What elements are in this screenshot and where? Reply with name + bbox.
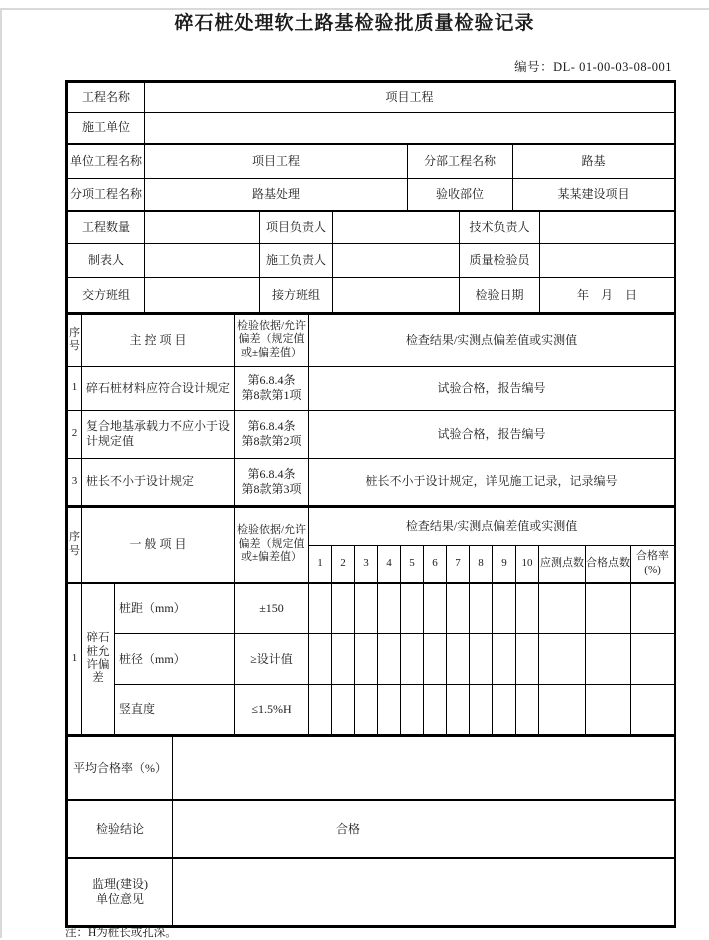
receiving-team-label: 接方班组 <box>260 278 333 313</box>
measure-cell <box>355 583 378 634</box>
supervisor-opinion-value <box>173 858 675 925</box>
measure-cell <box>447 583 470 634</box>
row-seq: 2 <box>68 410 82 458</box>
measure-tolerance: ±150 <box>235 583 309 634</box>
qualified-points-cell <box>586 685 631 735</box>
row-seq: 1 <box>68 366 82 410</box>
conclusion-label: 检验结论 <box>68 800 173 858</box>
measure-cell <box>470 685 493 735</box>
required-points-cell <box>539 583 586 634</box>
required-points-cell <box>539 634 586 685</box>
basis-line1: 第6.8.4条 <box>247 466 296 481</box>
measure-cell <box>516 685 539 735</box>
receiving-team-value <box>333 278 460 313</box>
measure-cell <box>332 685 355 735</box>
tech-manager-value <box>540 211 675 244</box>
point-col-header: 3 <box>355 546 378 583</box>
result-header: 检查结果/实测点偏差值或实测值 <box>309 314 675 366</box>
measure-item: 桩距（mm） <box>115 583 235 634</box>
required-points-header: 应测点数 <box>539 546 586 583</box>
pass-rate-header: 合格率(%) <box>631 546 675 583</box>
measure-cell <box>493 634 516 685</box>
row-item: 碎石桩材料应符合设计规定 <box>82 366 235 410</box>
doc-number: 编号：DL- 01-00-03-08-001 <box>514 60 672 74</box>
point-col-header: 10 <box>516 546 539 583</box>
seq-header: 序号 <box>68 507 82 583</box>
pass-rate-cell <box>631 583 675 634</box>
quality-inspector-value <box>540 244 675 278</box>
handover-team-value <box>145 278 260 313</box>
qualified-points-cell <box>586 583 631 634</box>
main-control-table <box>67 313 675 506</box>
measure-cell <box>424 583 447 634</box>
info-table <box>67 82 675 313</box>
project-name-label: 工程名称 <box>68 83 145 113</box>
acceptance-part-label: 验收部位 <box>408 179 513 211</box>
basis-header: 检验依据/允许偏差（规定值或±偏差值） <box>235 314 309 366</box>
measure-cell <box>447 634 470 685</box>
division-label: 分部工程名称 <box>408 144 513 179</box>
measure-item: 桩径（mm） <box>115 634 235 685</box>
measure-cell <box>378 685 401 735</box>
row-basis <box>235 366 309 410</box>
form-title: 碎石桩处理软土路基检验批质量检验记录 <box>174 12 535 34</box>
point-col-header: 6 <box>424 546 447 583</box>
basis-line2: 第8款第2项 <box>241 434 302 448</box>
point-col-header: 9 <box>493 546 516 583</box>
measure-cell <box>309 634 332 685</box>
basis-line2: 第8款第1项 <box>241 388 302 402</box>
row-item: 复合地基承载力不应小于设计规定值 <box>82 410 235 458</box>
measure-cell <box>470 634 493 685</box>
row-result: 试验合格，报告编号 <box>309 410 675 458</box>
pass-rate-cell <box>631 634 675 685</box>
page-edge <box>0 8 2 938</box>
quantity-value <box>145 211 260 244</box>
supervisor-label-line2: 单位意见 <box>95 891 144 906</box>
row-result: 试验合格，报告编号 <box>309 366 675 410</box>
measure-cell <box>470 583 493 634</box>
tech-manager-label: 技术负责人 <box>460 211 540 244</box>
project-name-value: 项目工程 <box>145 83 675 113</box>
summary-table <box>67 735 675 926</box>
supervisor-label <box>68 858 173 925</box>
preparer-value <box>145 244 260 278</box>
preparer-label: 制表人 <box>68 244 145 278</box>
division-value: 路基 <box>513 144 675 179</box>
avg-pass-rate-label: 平均合格率（%） <box>68 736 173 800</box>
unit-project-value: 项目工程 <box>145 144 408 179</box>
measure-cell <box>516 634 539 685</box>
sub-project-value: 路基处理 <box>145 179 408 211</box>
required-points-cell <box>539 685 586 735</box>
supervisor-label-line1: 监理(建设) <box>92 876 148 891</box>
measure-cell <box>493 583 516 634</box>
measure-cell <box>424 685 447 735</box>
measure-cell <box>401 583 424 634</box>
measure-cell <box>378 634 401 685</box>
measure-cell <box>424 634 447 685</box>
construction-manager-label: 施工负责人 <box>260 244 333 278</box>
measure-cell <box>447 685 470 735</box>
unit-project-label: 单位工程名称 <box>68 144 145 179</box>
point-col-header: 2 <box>332 546 355 583</box>
measure-item: 竖直度 <box>115 685 235 735</box>
row-item: 桩长不小于设计规定 <box>82 458 235 505</box>
quantity-label: 工程数量 <box>68 211 145 244</box>
group-seq: 1 <box>68 583 82 735</box>
general-items-table <box>67 506 675 736</box>
point-col-header: 4 <box>378 546 401 583</box>
row-result: 桩长不小于设计规定，详见施工记录，记录编号 <box>309 458 675 505</box>
measure-cell <box>332 583 355 634</box>
inspection-form <box>65 80 676 928</box>
measure-cell <box>309 583 332 634</box>
result-header: 检查结果/实测点偏差值或实测值 <box>309 507 675 546</box>
inspection-date-label: 检验日期 <box>460 278 540 313</box>
seq-header: 序号 <box>68 314 82 366</box>
measure-tolerance: ≤1.5%H <box>235 685 309 735</box>
row-basis <box>235 458 309 505</box>
basis-line1: 第6.8.4条 <box>247 419 296 433</box>
measure-cell <box>401 634 424 685</box>
quality-inspector-label: 质量检验员 <box>460 244 540 278</box>
contractor-value <box>145 113 675 144</box>
project-manager-label: 项目负责人 <box>260 211 333 244</box>
row-seq: 3 <box>68 458 82 505</box>
main-control-header: 主 控 项 目 <box>82 314 235 366</box>
inspection-date-value: 年 月 日 <box>540 278 675 313</box>
acceptance-part-value: 某某建设项目 <box>513 179 675 211</box>
group-label: 碎石桩允许偏差 <box>82 583 115 735</box>
point-col-header: 5 <box>401 546 424 583</box>
footnote: 注：H为桩长或孔深。 <box>65 927 177 939</box>
project-manager-value <box>333 211 460 244</box>
page-edge <box>0 8 709 10</box>
measure-cell <box>332 634 355 685</box>
point-col-header: 7 <box>447 546 470 583</box>
measure-cell <box>355 685 378 735</box>
measure-cell <box>516 583 539 634</box>
row-basis <box>235 410 309 458</box>
point-col-header: 1 <box>309 546 332 583</box>
conclusion-value: 合格 <box>173 800 675 858</box>
qualified-points-cell <box>586 634 631 685</box>
measure-cell <box>355 634 378 685</box>
construction-manager-value <box>333 244 460 278</box>
pass-rate-cell <box>631 685 675 735</box>
sub-project-label: 分项工程名称 <box>68 179 145 211</box>
contractor-label: 施工单位 <box>68 113 145 144</box>
basis-line2: 第8款第3项 <box>241 481 302 496</box>
avg-pass-rate-value <box>173 736 675 800</box>
measure-tolerance: ≥设计值 <box>235 634 309 685</box>
point-col-header: 8 <box>470 546 493 583</box>
basis-line1: 第6.8.4条 <box>247 373 296 387</box>
measure-cell <box>401 685 424 735</box>
measure-cell <box>309 685 332 735</box>
qualified-points-header: 合格点数 <box>586 546 631 583</box>
measure-cell <box>493 685 516 735</box>
measure-cell <box>378 583 401 634</box>
handover-team-label: 交方班组 <box>68 278 145 313</box>
general-items-header: 一 般 项 目 <box>82 507 235 583</box>
basis-header: 检验依据/允许偏差（规定值或±偏差值） <box>235 507 309 583</box>
